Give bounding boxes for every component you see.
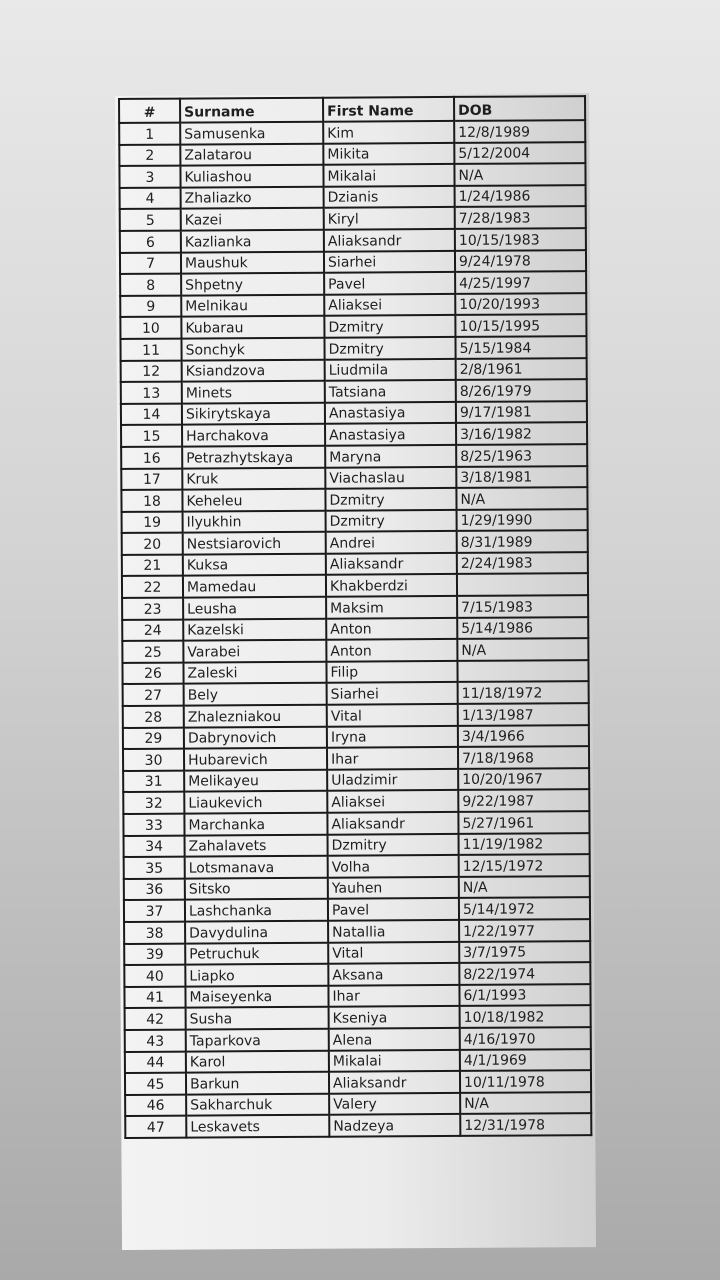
table-row	[120, 336, 586, 360]
cell-dob: 12/8/1989	[454, 120, 585, 142]
cell-dob: 7/28/1983	[455, 207, 586, 229]
cell-dob: N/A	[457, 638, 588, 660]
cell-number: 19	[122, 511, 183, 533]
cell-first-name: Uladzimir	[327, 769, 458, 791]
table-row	[122, 660, 588, 684]
cell-first-name: Dzianis	[324, 186, 455, 208]
cell-first-name: Dzmitry	[324, 337, 455, 359]
cell-number: 28	[123, 706, 184, 728]
cell-number: 8	[120, 274, 181, 296]
cell-number: 42	[125, 1008, 186, 1030]
cell-number: 10	[120, 317, 181, 339]
table-row	[124, 984, 590, 1008]
table-row	[124, 854, 590, 878]
cell-surname: Zalatarou	[180, 143, 323, 165]
cell-number: 34	[124, 835, 185, 857]
cell-number: 27	[123, 684, 184, 706]
cell-first-name: Anton	[326, 618, 457, 640]
cell-first-name: Siarhei	[327, 682, 458, 704]
cell-dob: 6/1/1993	[459, 984, 590, 1006]
cell-number: 16	[121, 447, 182, 469]
cell-surname: Taparkova	[186, 1029, 329, 1051]
table-row	[125, 1092, 591, 1116]
cell-dob: 1/29/1990	[457, 509, 588, 531]
cell-first-name: Aliaksandr	[326, 553, 457, 575]
cell-surname: Zaleski	[183, 662, 326, 684]
table-row	[120, 207, 586, 231]
table-row	[124, 833, 590, 857]
cell-dob: 3/4/1966	[458, 725, 589, 747]
cell-number: 37	[124, 900, 185, 922]
cell-dob: 5/14/1986	[457, 617, 588, 639]
cell-dob	[457, 660, 588, 682]
cell-surname: Susha	[186, 1007, 329, 1029]
cell-dob: 10/15/1983	[455, 228, 586, 250]
cell-first-name: Tatsiana	[325, 380, 456, 402]
cell-number: 9	[120, 295, 181, 317]
cell-dob: 8/22/1974	[459, 962, 590, 984]
cell-first-name: Vital	[327, 704, 458, 726]
cell-surname: Leusha	[183, 597, 326, 619]
cell-first-name: Ihar	[327, 747, 458, 769]
cell-first-name: Yauhen	[328, 877, 459, 899]
cell-number: 44	[125, 1051, 186, 1073]
cell-surname: Lotsmanava	[185, 856, 328, 878]
cell-surname: Marchanka	[184, 813, 327, 835]
cell-number: 38	[124, 922, 185, 944]
cell-surname: Bely	[184, 683, 327, 705]
cell-first-name: Aksana	[328, 963, 459, 985]
table-row	[120, 250, 586, 274]
table-row	[120, 185, 586, 209]
cell-first-name: Siarhei	[324, 250, 455, 272]
table-row	[121, 444, 587, 468]
cell-number: 22	[122, 576, 183, 598]
cell-number: 23	[122, 598, 183, 620]
table-row	[123, 768, 589, 792]
cell-number: 4	[120, 187, 181, 209]
table-row	[125, 1070, 591, 1094]
cell-number: 35	[124, 857, 185, 879]
table-row	[121, 422, 587, 446]
cell-first-name: Iryna	[327, 726, 458, 748]
cell-number: 26	[122, 662, 183, 684]
cell-first-name: Maksim	[326, 596, 457, 618]
cell-dob: 8/31/1989	[457, 530, 588, 552]
cell-surname: Mamedau	[183, 575, 326, 597]
cell-dob: 9/24/1978	[455, 250, 586, 272]
cell-surname: Hubarevich	[184, 748, 327, 770]
table-row	[120, 228, 586, 252]
cell-number: 21	[122, 554, 183, 576]
cell-dob: 2/24/1983	[457, 552, 588, 574]
cell-number: 14	[121, 403, 182, 425]
cell-first-name: Mikita	[323, 143, 454, 165]
cell-dob: 9/17/1981	[456, 401, 587, 423]
cell-surname: Sitsko	[185, 877, 328, 899]
table-row	[119, 142, 585, 166]
cell-dob: 8/25/1963	[456, 444, 587, 466]
cell-dob: 8/26/1979	[456, 379, 587, 401]
table-row	[125, 1005, 591, 1029]
cell-first-name: Dzmitry	[326, 510, 457, 532]
cell-surname: Zhaliazko	[181, 187, 324, 209]
cell-first-name: Dzmitry	[325, 488, 456, 510]
cell-surname: Kazlianka	[181, 230, 324, 252]
cell-first-name: Nadzeya	[329, 1114, 460, 1136]
table-row	[125, 1113, 591, 1137]
cell-first-name: Dzmitry	[328, 834, 459, 856]
table-row	[121, 358, 587, 382]
cell-surname: Melikayeu	[184, 770, 327, 792]
cell-first-name: Anastasiya	[325, 423, 456, 445]
cell-first-name: Valery	[329, 1093, 460, 1115]
table-row	[121, 466, 587, 490]
cell-dob: 3/18/1981	[456, 466, 587, 488]
table-row	[123, 811, 589, 835]
cell-first-name: Alena	[329, 1028, 460, 1050]
cell-surname: Barkun	[186, 1072, 329, 1094]
cell-number: 18	[121, 490, 182, 512]
cell-surname: Melnikau	[181, 294, 324, 316]
cell-dob: 11/19/1982	[459, 833, 590, 855]
table-row	[121, 487, 587, 511]
cell-first-name: Khakberdzi	[326, 574, 457, 596]
cell-surname: Liapko	[185, 964, 328, 986]
cell-number: 11	[120, 339, 181, 361]
table-row	[121, 401, 587, 425]
table-row	[122, 595, 588, 619]
cell-surname: Minets	[182, 381, 325, 403]
cell-surname: Samusenka	[180, 122, 323, 144]
cell-surname: Davydulina	[185, 921, 328, 943]
cell-surname: Maushuk	[181, 251, 324, 273]
cell-dob: 5/14/1972	[459, 897, 590, 919]
cell-surname: Dabrynovich	[184, 726, 327, 748]
cell-surname: Keheleu	[182, 489, 325, 511]
cell-dob: 12/31/1978	[460, 1113, 591, 1135]
cell-surname: Maiseyenka	[185, 985, 328, 1007]
header-number: #	[119, 99, 180, 123]
cell-number: 32	[123, 792, 184, 814]
table-body	[119, 120, 591, 1138]
cell-dob: 5/15/1984	[455, 336, 586, 358]
table-row	[124, 941, 590, 965]
cell-first-name: Liudmila	[325, 358, 456, 380]
cell-number: 33	[123, 814, 184, 836]
cell-first-name: Kseniya	[329, 1006, 460, 1028]
table-row	[121, 379, 587, 403]
cell-dob: 10/18/1982	[460, 1005, 591, 1027]
cell-surname: Lashchanka	[185, 899, 328, 921]
header-dob: DOB	[454, 96, 585, 121]
cell-dob: N/A	[460, 1092, 591, 1114]
cell-first-name: Kim	[323, 121, 454, 143]
cell-surname: Leskavets	[186, 1115, 329, 1137]
cell-number: 15	[121, 425, 182, 447]
cell-first-name: Aliaksandr	[324, 229, 455, 251]
cell-first-name: Maryna	[325, 445, 456, 467]
cell-surname: Petrazhytskaya	[182, 446, 325, 468]
table-row	[123, 703, 589, 727]
table-row	[124, 897, 590, 921]
cell-first-name: Mikalai	[329, 1049, 460, 1071]
cell-number: 17	[121, 468, 182, 490]
cell-surname: Varabei	[183, 640, 326, 662]
cell-dob: 4/1/1969	[460, 1049, 591, 1071]
cell-first-name: Pavel	[328, 898, 459, 920]
cell-number: 13	[121, 382, 182, 404]
cell-first-name: Volha	[328, 855, 459, 877]
cell-dob: 2/8/1961	[456, 358, 587, 380]
cell-number: 1	[119, 123, 180, 145]
cell-dob: 10/20/1967	[458, 768, 589, 790]
cell-number: 6	[120, 231, 181, 253]
table-row	[120, 314, 586, 338]
cell-surname: Karol	[186, 1050, 329, 1072]
cell-surname: Kruk	[182, 467, 325, 489]
cell-surname: Nestsiarovich	[183, 532, 326, 554]
table-row	[120, 271, 586, 295]
cell-first-name: Aliaksandr	[327, 812, 458, 834]
cell-first-name: Anton	[326, 639, 457, 661]
cell-dob: 3/16/1982	[456, 422, 587, 444]
table-row	[123, 682, 589, 706]
cell-first-name: Andrei	[326, 531, 457, 553]
cell-dob: 10/20/1993	[455, 293, 586, 315]
cell-number: 47	[125, 1116, 186, 1138]
cell-dob: N/A	[454, 163, 585, 185]
cell-dob: 4/25/1997	[455, 271, 586, 293]
table-row	[124, 962, 590, 986]
printed-page	[115, 93, 596, 1250]
cell-dob: 10/11/1978	[460, 1070, 591, 1092]
table-row	[122, 509, 588, 533]
table-row	[119, 163, 585, 187]
cell-first-name: Dzmitry	[324, 315, 455, 337]
cell-dob: 7/18/1968	[458, 746, 589, 768]
cell-number: 40	[124, 965, 185, 987]
cell-dob: N/A	[459, 876, 590, 898]
cell-number: 36	[124, 878, 185, 900]
cell-surname: Sikirytskaya	[182, 402, 325, 424]
table-row	[122, 574, 588, 598]
cell-surname: Kazelski	[183, 618, 326, 640]
cell-dob: 12/15/1972	[459, 854, 590, 876]
cell-surname: Harchakova	[182, 424, 325, 446]
cell-surname: Ilyukhin	[183, 510, 326, 532]
cell-number: 12	[121, 360, 182, 382]
cell-surname: Kuliashou	[180, 165, 323, 187]
cell-dob: 3/7/1975	[459, 941, 590, 963]
header-first-name: First Name	[323, 97, 454, 122]
cell-first-name: Natallia	[328, 920, 459, 942]
cell-number: 30	[123, 749, 184, 771]
table-header-row	[119, 96, 585, 123]
cell-first-name: Aliaksandr	[329, 1071, 460, 1093]
cell-number: 31	[123, 770, 184, 792]
cell-dob: 5/12/2004	[454, 142, 585, 164]
cell-first-name: Pavel	[324, 272, 455, 294]
cell-first-name: Anastasiya	[325, 402, 456, 424]
table-row	[124, 919, 590, 943]
cell-number: 43	[125, 1030, 186, 1052]
cell-first-name: Ihar	[328, 985, 459, 1007]
cell-surname: Sonchyk	[181, 338, 324, 360]
cell-first-name: Aliaksei	[324, 294, 455, 316]
cell-first-name: Mikalai	[323, 164, 454, 186]
cell-number: 46	[125, 1094, 186, 1116]
table-row	[123, 790, 589, 814]
cell-surname: Petruchuk	[185, 942, 328, 964]
header-surname: Surname	[180, 98, 323, 123]
cell-number: 3	[119, 166, 180, 188]
table-row	[122, 530, 588, 554]
cell-number: 29	[123, 727, 184, 749]
cell-first-name: Kiryl	[324, 207, 455, 229]
cell-dob: 9/22/1987	[458, 790, 589, 812]
cell-first-name: Viachaslau	[325, 466, 456, 488]
cell-first-name: Aliaksei	[327, 790, 458, 812]
table-row	[119, 120, 585, 144]
cell-surname: Kubarau	[181, 316, 324, 338]
table-row	[124, 876, 590, 900]
table-row	[122, 638, 588, 662]
cell-surname: Shpetny	[181, 273, 324, 295]
cell-dob: 10/15/1995	[455, 314, 586, 336]
cell-surname: Zahalavets	[185, 834, 328, 856]
cell-number: 25	[122, 641, 183, 663]
cell-dob: 1/13/1987	[458, 703, 589, 725]
cell-dob	[457, 574, 588, 596]
table-row	[125, 1049, 591, 1073]
table-row	[122, 617, 588, 641]
cell-surname: Sakharchuk	[186, 1093, 329, 1115]
cell-number: 2	[119, 144, 180, 166]
cell-dob: 1/22/1977	[459, 919, 590, 941]
cell-number: 7	[120, 252, 181, 274]
table-row	[125, 1027, 591, 1051]
cell-dob: 11/18/1972	[458, 682, 589, 704]
table-row	[123, 725, 589, 749]
cell-number: 5	[120, 209, 181, 231]
names-table	[118, 95, 592, 1139]
cell-number: 20	[122, 533, 183, 555]
cell-dob: 5/27/1961	[458, 811, 589, 833]
cell-surname: Kazei	[181, 208, 324, 230]
cell-number: 24	[122, 619, 183, 641]
cell-surname: Liaukevich	[184, 791, 327, 813]
cell-dob: 7/15/1983	[457, 595, 588, 617]
cell-number: 41	[124, 986, 185, 1008]
cell-surname: Ksiandzova	[182, 359, 325, 381]
cell-surname: Kuksa	[183, 554, 326, 576]
cell-first-name: Filip	[326, 661, 457, 683]
cell-number: 45	[125, 1073, 186, 1095]
cell-surname: Zhalezniakou	[184, 705, 327, 727]
cell-dob: 1/24/1986	[455, 185, 586, 207]
cell-first-name: Vital	[328, 941, 459, 963]
cell-number: 39	[124, 943, 185, 965]
table-row	[123, 746, 589, 770]
table-row	[120, 293, 586, 317]
cell-dob: 4/16/1970	[460, 1027, 591, 1049]
table-row	[122, 552, 588, 576]
cell-dob: N/A	[456, 487, 587, 509]
